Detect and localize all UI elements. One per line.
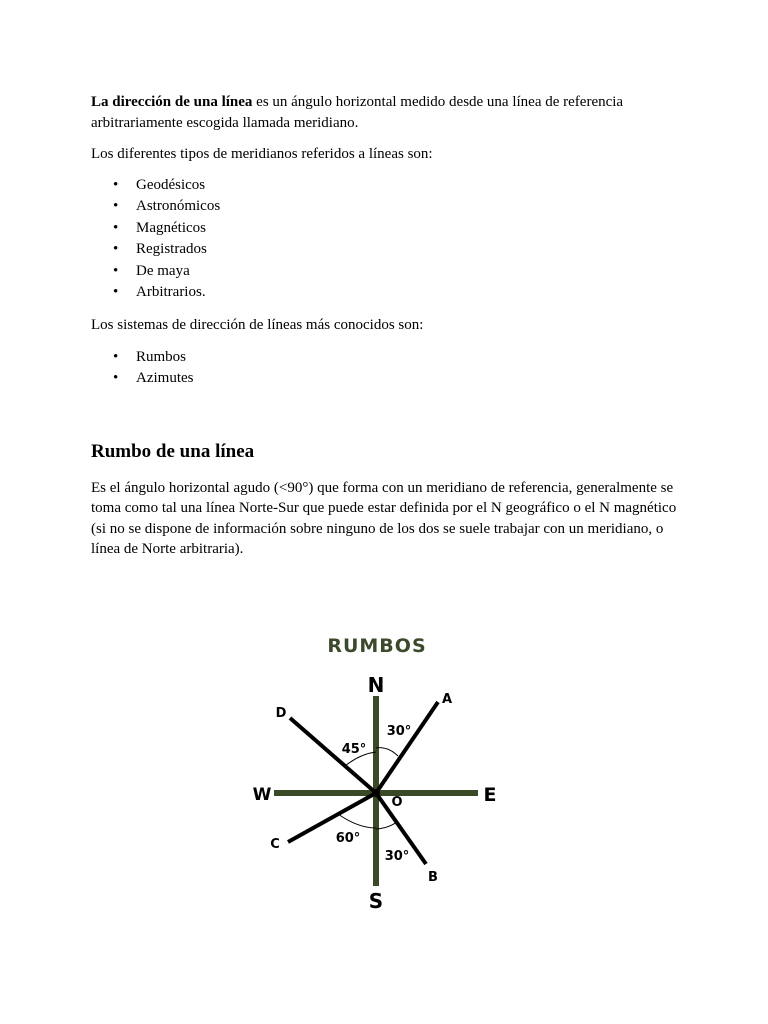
list-item: • Geodésicos — [91, 175, 691, 197]
line-oa — [376, 702, 438, 793]
list-item: • Registrados — [91, 239, 691, 261]
section-paragraph: Es el ángulo horizontal agudo (<90°) que forma con un meridiano de referencia, generalmente se toma como tal una línea Norte-Sur que puede estar definida por el N geográfico o el N magnético (si no se dispone de información sobre ninguno de los dos se suele trabajar con un meridiano, o línea de Norte arbitraria). — [91, 479, 677, 558]
list-item: • Azimutes — [91, 368, 691, 390]
list-item: • Arbitrarios. — [91, 282, 691, 304]
rumbos-figure — [240, 628, 512, 912]
origin-label: O — [391, 795, 403, 810]
list-item: • De maya — [91, 261, 691, 283]
definition-text: es un ángulo horizontal medido desde una línea de referencia arbitrariamente escogida llamada meridiano. — [91, 94, 624, 131]
point-a-label: A — [441, 692, 453, 707]
meridian-types-intro: Los diferentes tipos de meridianos referidos a líneas son: — [91, 146, 433, 162]
angle-d-label: 45° — [341, 742, 367, 757]
point-d-label: D — [275, 706, 287, 721]
section-heading: Rumbo de una línea — [91, 440, 255, 462]
south-label: S — [368, 889, 384, 912]
north-label: N — [367, 673, 385, 697]
list-item: • Magnéticos — [91, 218, 691, 240]
meridian-types-list — [91, 175, 691, 305]
list-item: • Rumbos — [91, 347, 691, 369]
angle-b-label: 30° — [384, 849, 410, 864]
systems-intro: Los sistemas de dirección de líneas más conocidos son: — [91, 317, 424, 334]
figure-title: RUMBOS — [327, 635, 427, 657]
systems-list — [91, 347, 691, 390]
angle-c-label: 60° — [335, 831, 361, 846]
line-oc — [288, 793, 376, 842]
west-label: W — [252, 785, 272, 805]
angle-a-label: 30° — [386, 724, 412, 739]
point-b-label: B — [428, 870, 438, 885]
definition-paragraph — [91, 92, 691, 133]
arc-30-top — [376, 748, 398, 756]
document-page — [91, 92, 691, 560]
origin-point — [372, 789, 380, 797]
definition-term: La dirección de una línea — [91, 94, 253, 110]
point-c-label: C — [270, 837, 280, 852]
arc-60 — [338, 814, 376, 828]
east-label: E — [483, 784, 497, 806]
list-item: • Astronómicos — [91, 196, 691, 218]
